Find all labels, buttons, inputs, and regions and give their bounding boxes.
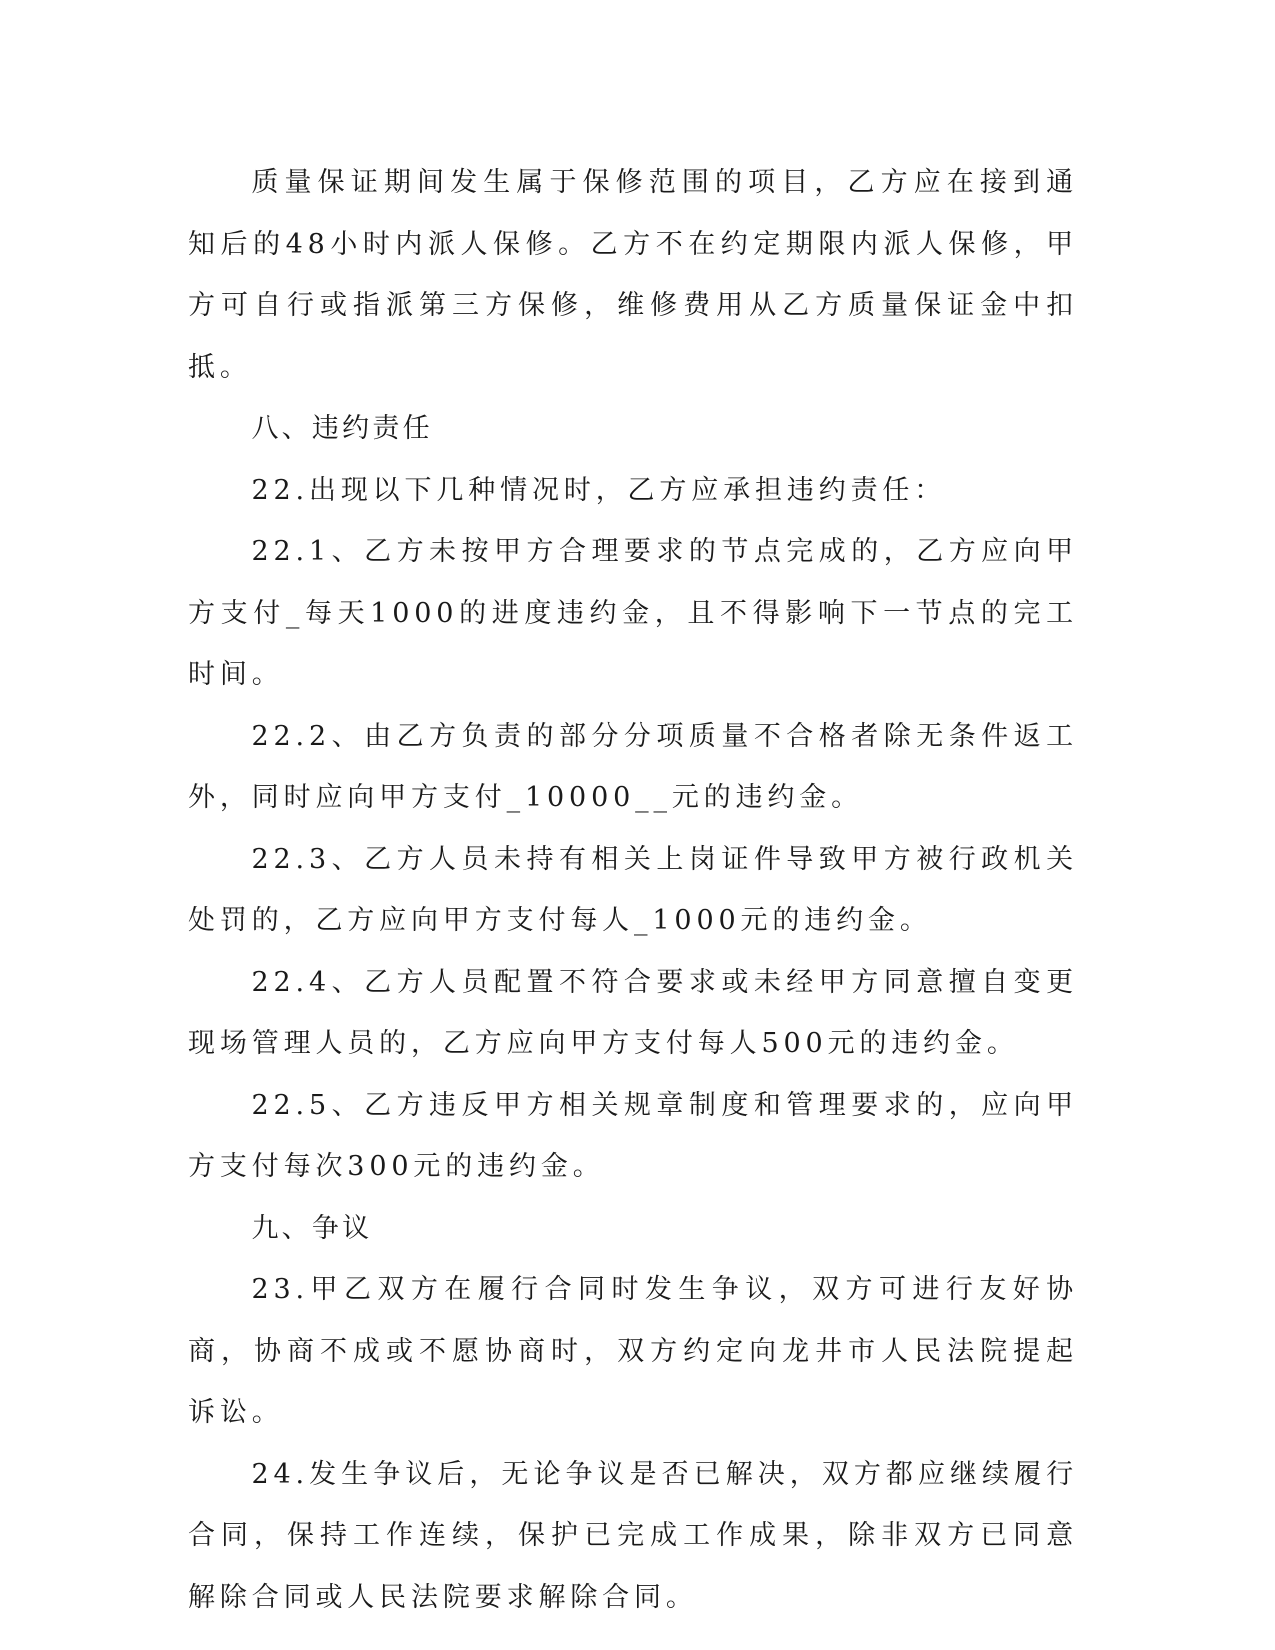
paragraph-clause-22-3: 22.3、乙方人员未持有相关上岗证件导致甲方被行政机关处罚的，乙方应向甲方支付每人_1000元的违约金。	[188, 843, 1078, 936]
paragraph-warranty-repair: 质量保证期间发生属于保修范围的项目，乙方应在接到通知后的48小时内派人保修。乙方不在约定期限内派人保修，甲方可自行或指派第三方保修，维修费用从乙方质量保证金中扣抵。	[188, 167, 1078, 383]
paragraph-clause-22-2: 22.2、由乙方负责的部分分项质量不合格者除无条件返工外，同时应向甲方支付_10000__元的违约金。	[188, 720, 1078, 813]
paragraph-clause-23: 23.甲乙双方在履行合同时发生争议，双方可进行友好协商，协商不成或不愿协商时，双方约定向龙井市人民法院提起诉讼。	[188, 1274, 1078, 1428]
paragraph-clause-22-4: 22.4、乙方人员配置不符合要求或未经甲方同意擅自变更现场管理人员的，乙方应向甲方支付每人500元的违约金。	[188, 966, 1078, 1059]
paragraph-clause-22: 22.出现以下几种情况时，乙方应承担违约责任：	[251, 474, 947, 506]
section-heading-breach-liability: 八、违约责任	[251, 413, 433, 444]
paragraph-clause-22-5: 22.5、乙方违反甲方相关规章制度和管理要求的，应向甲方支付每次300元的违约金。	[188, 1089, 1078, 1182]
section-heading-dispute: 九、争议	[251, 1212, 373, 1244]
paragraph-clause-24: 24.发生争议后，无论争议是否已解决，双方都应继续履行合同，保持工作连续，保护已完成工作成果，除非双方已同意解除合同或人民法院要求解除合同。	[188, 1458, 1078, 1613]
paragraph-clause-22-1: 22.1、乙方未按甲方合理要求的节点完成的，乙方应向甲方支付_每天1000的进度违约金，且不得影响下一节点的完工时间。	[188, 536, 1078, 690]
document-body	[188, 152, 1078, 1628]
